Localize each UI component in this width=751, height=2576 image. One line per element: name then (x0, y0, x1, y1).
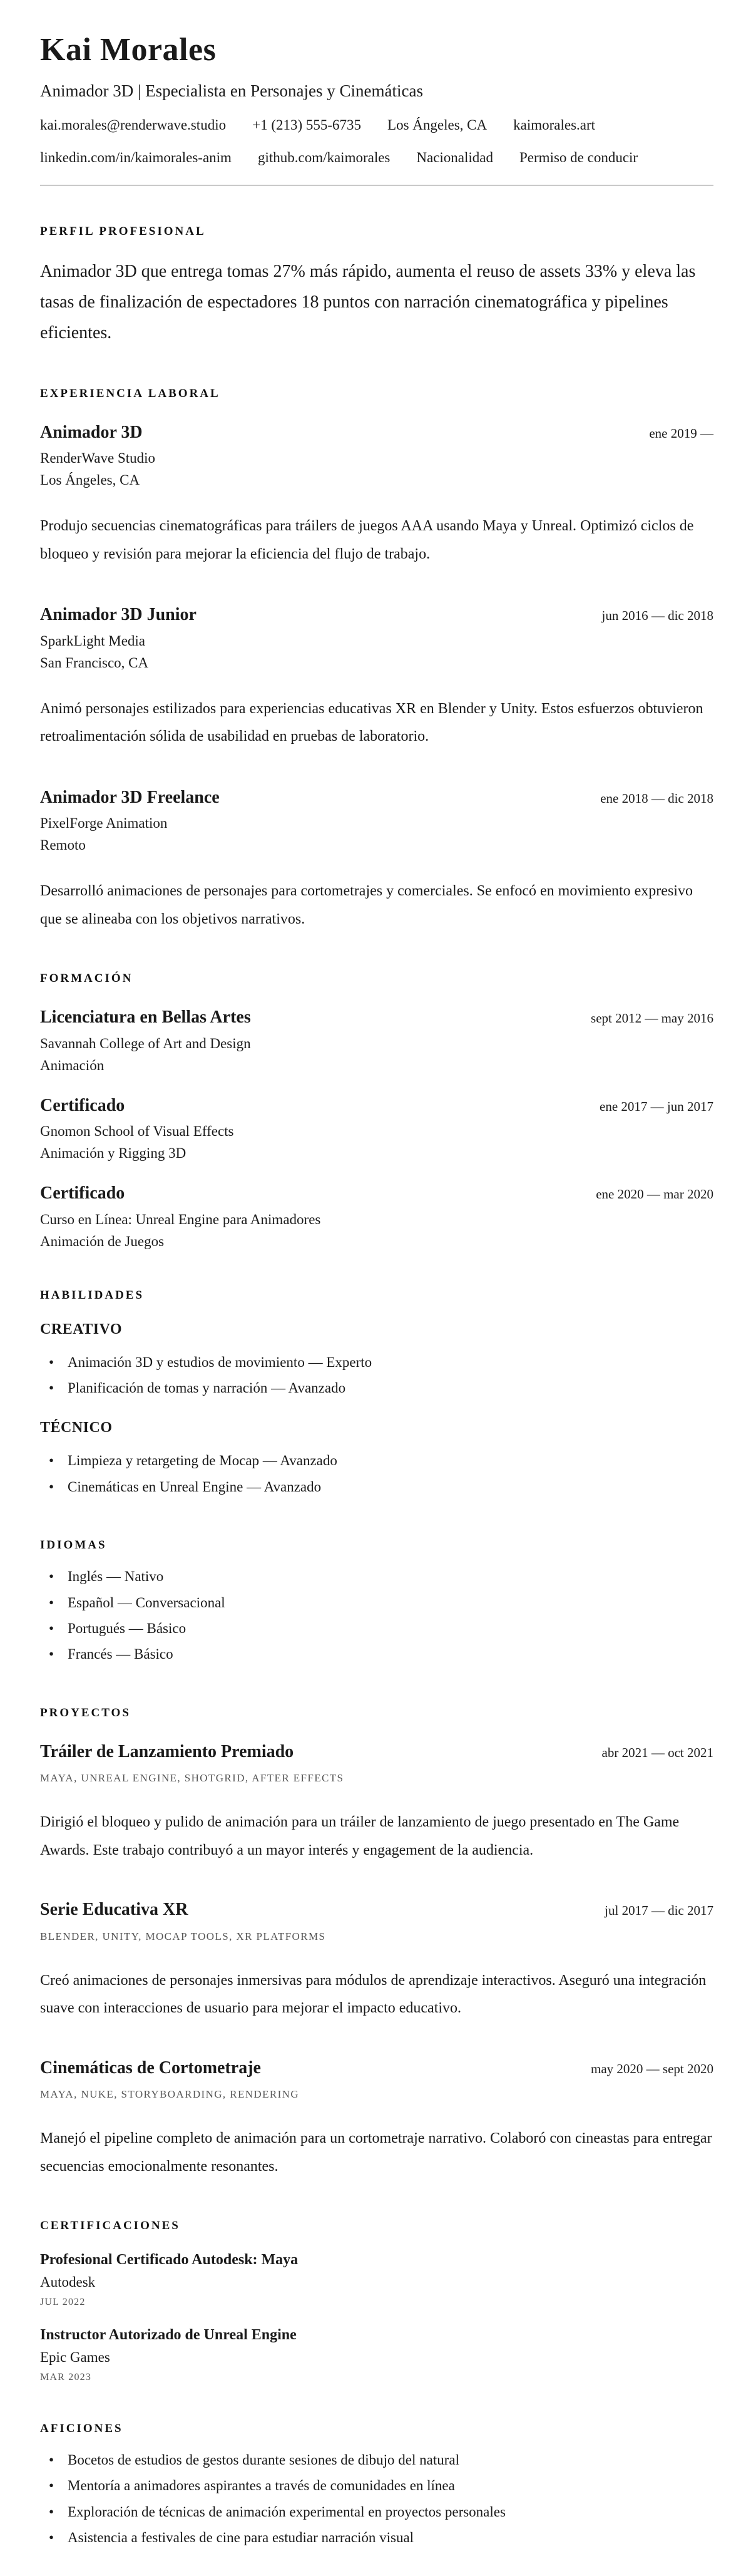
education-entry (40, 1183, 713, 1250)
project-header (40, 2058, 713, 2079)
hobby-item: • Bocetos de estudios de gestos durante sesiones de dibujo del natural (40, 2447, 713, 2473)
project-header (40, 1741, 713, 1763)
job-entry (40, 604, 713, 750)
language-item: • Francés — Básico (40, 1641, 713, 1667)
profile-summary: Animador 3D que entrega tomas 27% más rápido, aumenta el reuso de assets 33% y eleva las tasas de finalización de espectadores 18 puntos con narración cinematográfica y pipelines eficientes. (40, 261, 696, 343)
job-company: PixelForge Animation (40, 815, 168, 832)
education-school: Gnomon School of Visual Effects (40, 1123, 234, 1140)
project-dates: jul 2017 — dic 2017 (605, 1903, 713, 1919)
education-header (40, 1007, 713, 1028)
job-company: RenderWave Studio (40, 450, 156, 466)
hobby-list (40, 2447, 713, 2551)
education-title: Licenciatura en Bellas Artes (40, 1007, 251, 1027)
section-projects (40, 1706, 713, 2180)
nationality-text: Nacionalidad (416, 149, 494, 165)
certification-entry (40, 2252, 713, 2308)
resume-header (40, 31, 713, 186)
phone-text: +1 (213) 555-6735 (252, 116, 362, 133)
project-description: Manejó el pipeline completo de animación para un cortometraje narrativo. Colaboró con cineastas para entregar secuencias emocionalmente resonantes. (40, 2130, 712, 2175)
job-entry (40, 422, 713, 568)
language-list (40, 1564, 713, 1667)
person-name: Kai Morales (40, 32, 217, 68)
section-heading-hobbies: AFICIONES (40, 2421, 123, 2435)
project-title: Tráiler de Lanzamiento Premiado (40, 1741, 294, 1761)
skill-item: • Limpieza y retargeting de Mocap — Avanzado (40, 1448, 713, 1473)
job-header (40, 787, 713, 808)
job-description: Desarrolló animaciones de personajes para cortometrajes y comerciales. Se enfocó en movimiento expresivo que se alineaba con los objetivos narrativos. (40, 883, 693, 927)
job-description: Animó personajes estilizados para experiencias educativas XR en Blender y Unity. Estos esfuerzos obtuvieron retroalimentación sólida de usabilidad en pruebas de laboratorio. (40, 700, 703, 745)
contact-row-2 (40, 150, 713, 166)
education-header (40, 1183, 713, 1204)
project-dates: may 2020 — sept 2020 (591, 2061, 713, 2076)
certification-entry (40, 2327, 713, 2383)
job-header (40, 604, 713, 626)
project-entry (40, 2058, 713, 2180)
skill-group (40, 1419, 713, 1500)
job-title: Animador 3D (40, 422, 143, 442)
section-heading-certifications: CERTIFICACIONES (40, 2218, 180, 2232)
project-dates: abr 2021 — oct 2021 (601, 1744, 713, 1760)
education-field: Animación de Juegos (40, 1233, 165, 1249)
driving-permit-text: Permiso de conducir (519, 149, 638, 165)
skill-item: • Animación 3D y estudios de movimiento — Experto (40, 1349, 713, 1375)
tagline: Animador 3D | Especialista en Personajes y Cinemáticas (40, 81, 423, 100)
section-skills (40, 1289, 713, 1500)
job-dates: ene 2019 — (649, 425, 713, 441)
job-location: Los Ángeles, CA (40, 472, 140, 488)
skill-list (40, 1448, 713, 1500)
header-divider (40, 185, 713, 186)
section-heading-projects: PROYECTOS (40, 1706, 131, 1719)
contact-row-1 (40, 117, 713, 133)
section-heading-skills: HABILIDADES (40, 1288, 145, 1302)
certification-title: Instructor Autorizado de Unreal Engine (40, 2326, 297, 2343)
education-dates: sept 2012 — may 2016 (591, 1010, 713, 1026)
section-languages (40, 1538, 713, 1667)
job-dates: jun 2016 — dic 2018 (601, 608, 713, 624)
section-experience (40, 387, 713, 933)
education-dates: ene 2020 — mar 2020 (596, 1187, 713, 1202)
email-text: kai.morales@renderwave.studio (40, 116, 227, 133)
linkedin-text: linkedin.com/in/kaimorales-anim (40, 149, 232, 165)
github-text: github.com/kaimorales (257, 149, 391, 165)
section-certifications (40, 2219, 713, 2383)
website-text: kaimorales.art (513, 116, 596, 133)
skill-item: • Planificación de tomas y narración — Avanzado (40, 1375, 713, 1401)
project-title: Cinemáticas de Cortometraje (40, 2058, 261, 2078)
project-header (40, 1899, 713, 1920)
education-entry (40, 1095, 713, 1162)
language-item: • Inglés — Nativo (40, 1564, 713, 1589)
hobby-item: • Asistencia a festivales de cine para estudiar narración visual (40, 2525, 713, 2550)
hobby-item: • Exploración de técnicas de animación experimental en proyectos personales (40, 2499, 713, 2525)
skill-group-title: CREATIVO (40, 1321, 123, 1337)
job-dates: ene 2018 — dic 2018 (600, 790, 713, 806)
certification-date: JUL 2022 (40, 2296, 86, 2307)
education-school: Savannah College of Art and Design (40, 1035, 251, 1051)
education-title: Certificado (40, 1183, 125, 1203)
language-item: • Español — Conversacional (40, 1590, 713, 1615)
project-entry (40, 1899, 713, 2022)
skill-item: • Cinemáticas en Unreal Engine — Avanzado (40, 1474, 713, 1500)
education-school: Curso en Línea: Unreal Engine para Animadores (40, 1211, 321, 1227)
project-tags: MAYA, UNREAL ENGINE, SHOTGRID, AFTER EFFECTS (40, 1772, 344, 1785)
job-entry (40, 787, 713, 933)
job-location: Remoto (40, 837, 86, 853)
project-description: Dirigió el bloqueo y pulido de animación para un tráiler de lanzamiento de juego presentado en The Game Awards. Este trabajo contribuyó a un mayor interés y engagement de la audiencia. (40, 1814, 680, 1858)
location-text: Los Ángeles, CA (387, 116, 488, 133)
education-field: Animación y Rigging 3D (40, 1145, 186, 1162)
certification-title: Profesional Certificado Autodesk: Maya (40, 2251, 299, 2268)
job-company: SparkLight Media (40, 632, 145, 649)
skill-group (40, 1321, 713, 1401)
section-heading-profile: PERFIL PROFESIONAL (40, 224, 206, 238)
hobby-item: • Mentoría a animadores aspirantes a través de comunidades en línea (40, 2473, 713, 2498)
section-heading-languages: IDIOMAS (40, 1538, 107, 1552)
job-location: San Francisco, CA (40, 654, 149, 671)
job-header (40, 422, 713, 443)
education-field: Animación (40, 1057, 105, 1073)
project-entry (40, 1741, 713, 1864)
project-tags: MAYA, NUKE, STORYBOARDING, RENDERING (40, 2088, 300, 2101)
language-item: • Portugués — Básico (40, 1615, 713, 1641)
certification-issuer: Autodesk (40, 2274, 96, 2290)
education-title: Certificado (40, 1095, 125, 1115)
education-entry (40, 1007, 713, 1074)
certification-date: MAR 2023 (40, 2371, 92, 2383)
project-title: Serie Educativa XR (40, 1900, 188, 1920)
project-description: Creó animaciones de personajes inmersivas para módulos de aprendizaje interactivos. Aseguró una integración suave con interacciones de usuario para mejorar el impacto educativo. (40, 1972, 707, 2017)
job-description: Produjo secuencias cinematográficas para tráilers de juegos AAA usando Maya y Unreal. Optimizó ciclos de bloqueo y revisión para mejorar la eficiencia del flujo de trabajo. (40, 518, 694, 562)
skill-group-title: TÉCNICO (40, 1419, 113, 1436)
skill-list (40, 1349, 713, 1401)
education-dates: ene 2017 — jun 2017 (600, 1098, 713, 1114)
project-tags: BLENDER, UNITY, MOCAP TOOLS, XR PLATFORMS (40, 1930, 326, 1942)
section-education (40, 972, 713, 1250)
certification-issuer: Epic Games (40, 2349, 110, 2365)
section-hobbies (40, 2422, 713, 2551)
job-title: Animador 3D Junior (40, 605, 197, 625)
section-heading-education: FORMACIÓN (40, 971, 133, 985)
section-profile (40, 225, 713, 348)
job-title: Animador 3D Freelance (40, 787, 220, 807)
section-heading-experience: EXPERIENCIA LABORAL (40, 386, 220, 400)
education-header (40, 1095, 713, 1116)
